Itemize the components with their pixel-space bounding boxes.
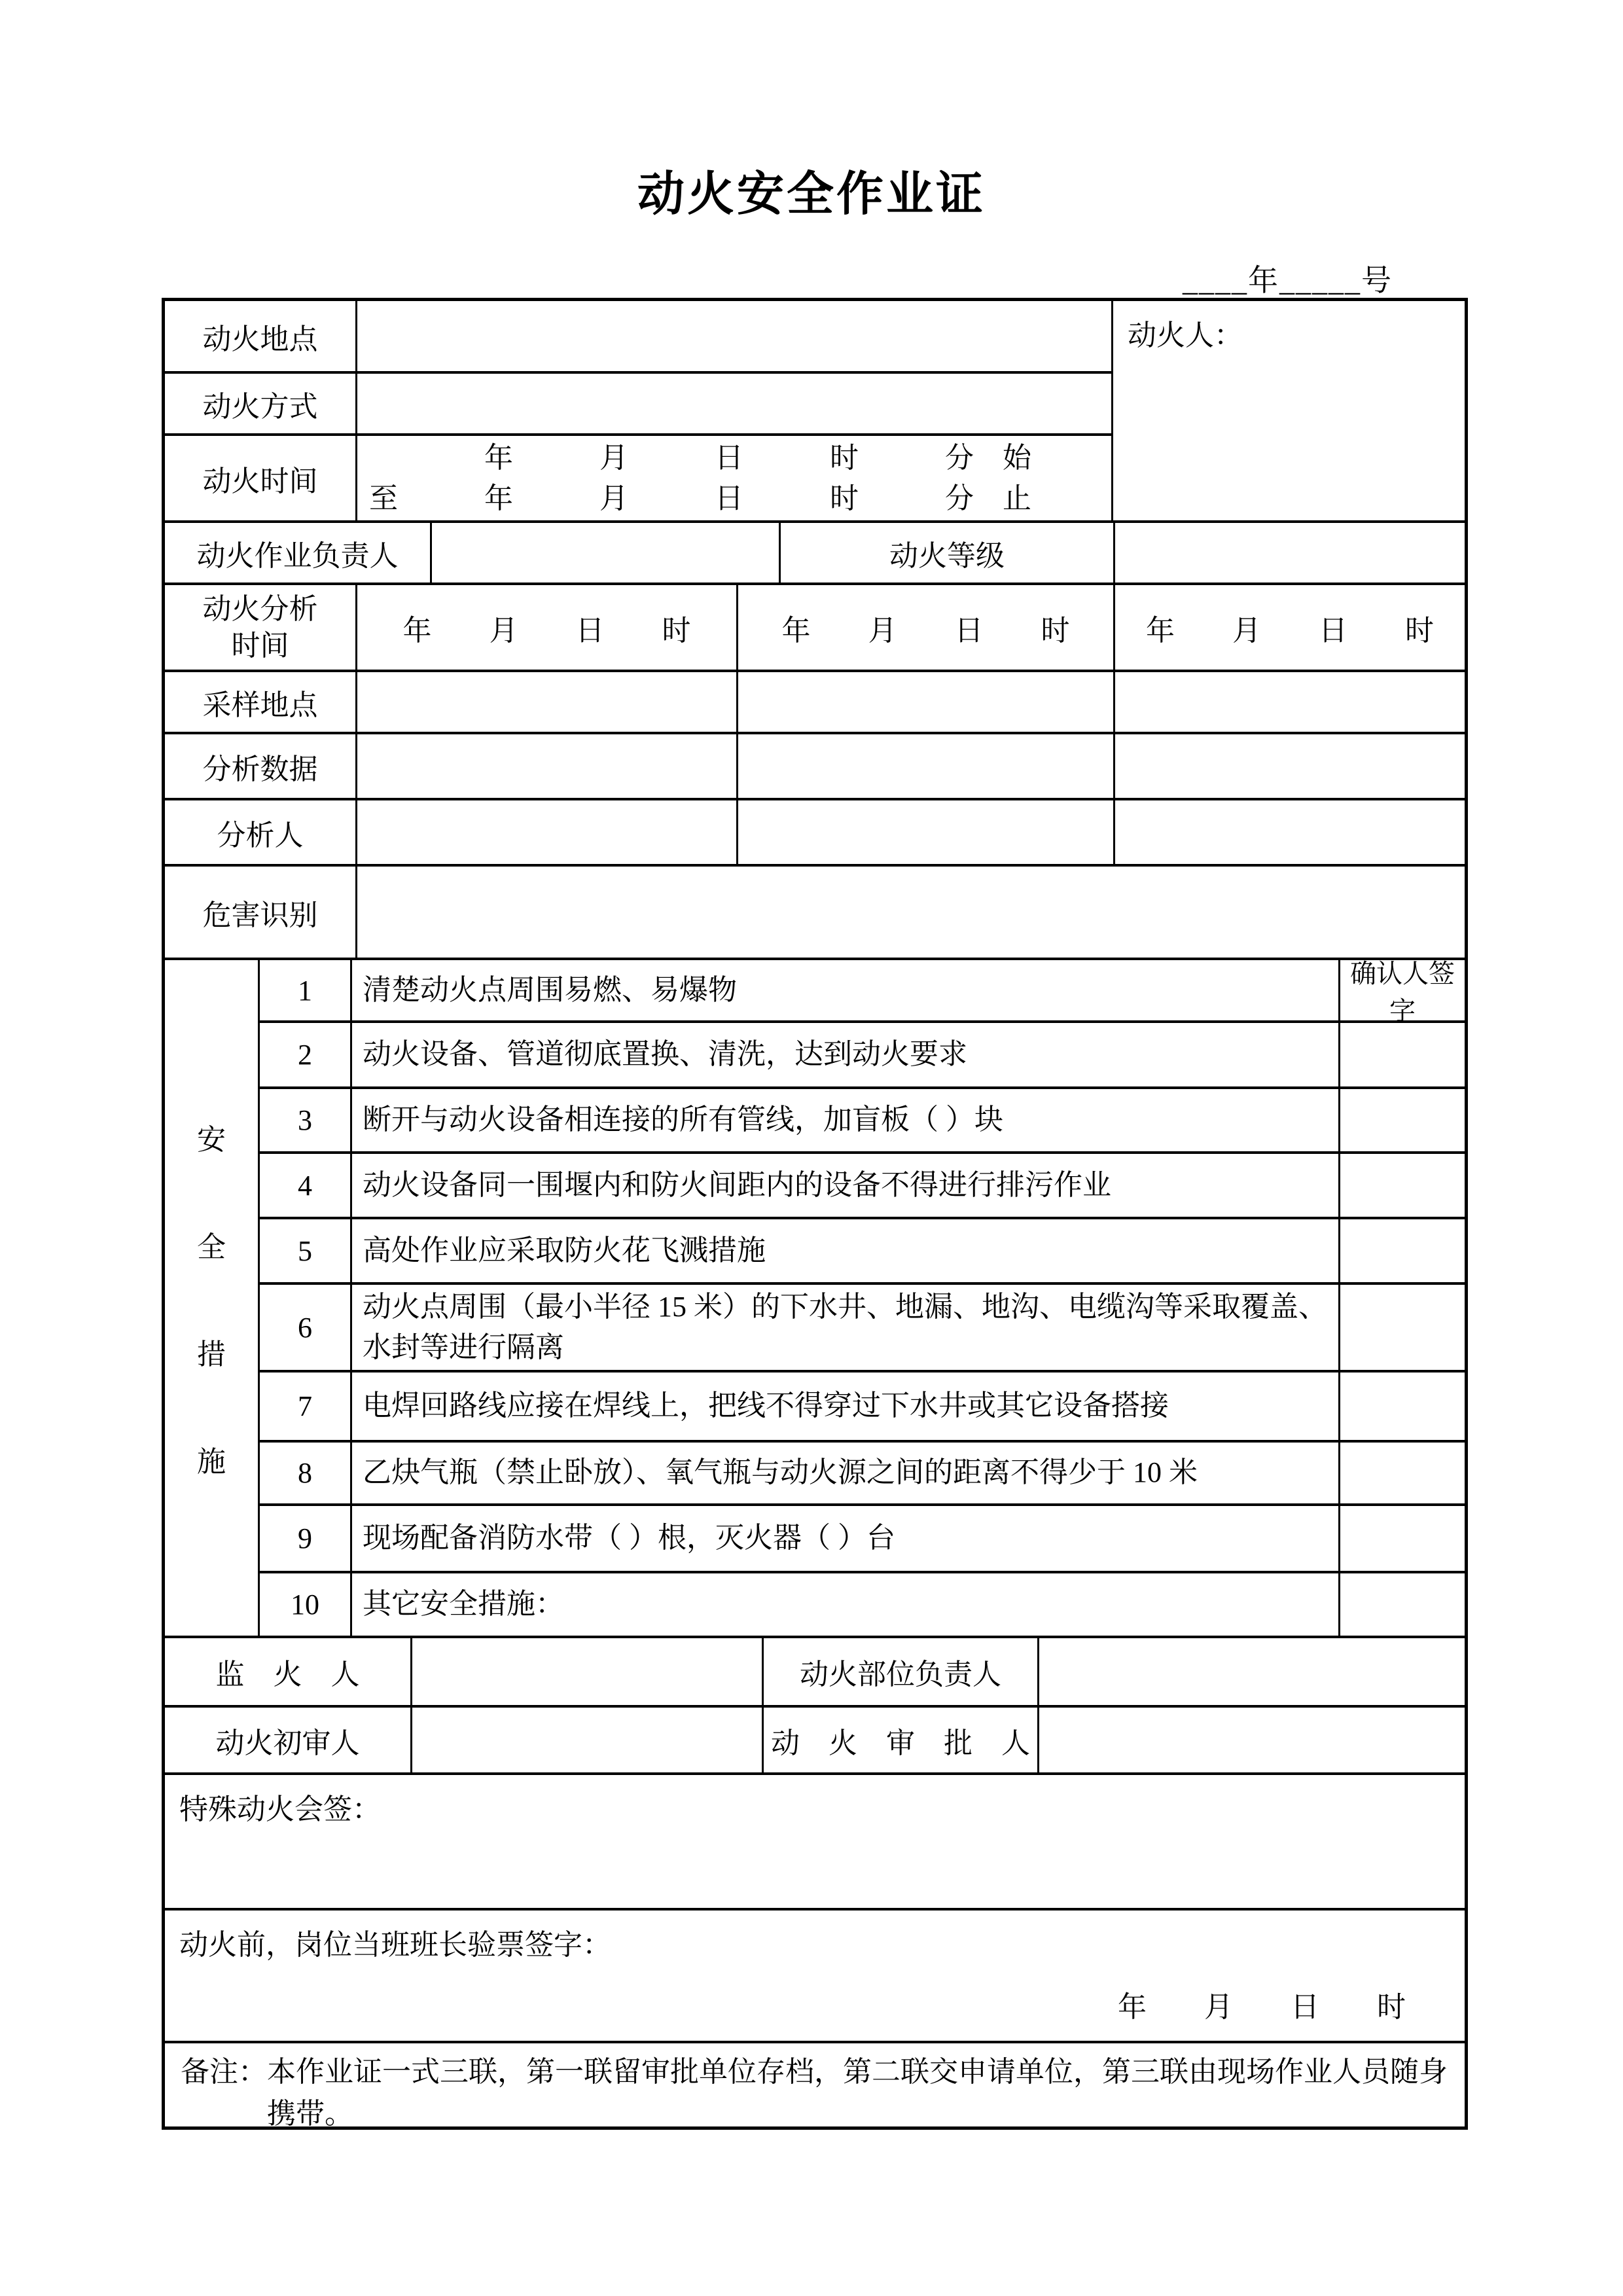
safety-row-6-sign-cell xyxy=(1338,1285,1465,1370)
confirm-sign-header-cell: 确认人签字 xyxy=(1338,960,1465,1020)
header-group-left xyxy=(165,301,1111,520)
safety-row-9-number: 9 xyxy=(298,1522,312,1554)
sample-location-cell-3 xyxy=(1113,672,1465,732)
safety-row-1-number: 1 xyxy=(298,974,312,1007)
analyst-cell-2 xyxy=(736,800,1113,864)
safety-row-2-sign-cell xyxy=(1338,1023,1465,1086)
hazard-id-row xyxy=(165,864,1465,958)
safety-row-3 xyxy=(260,1086,1465,1151)
safety-row-8-sign-cell xyxy=(1338,1443,1465,1503)
hazard-id-label: 危害识别 xyxy=(202,899,318,931)
special-countersign-label: 特殊动火会签： xyxy=(179,1793,381,1825)
analysis-time-cell-1: 年 月 日 时 xyxy=(355,585,736,670)
fire-watcher-value-cell xyxy=(410,1638,762,1705)
fire-time-value-cell xyxy=(355,436,1111,520)
analysis-data-row xyxy=(165,732,1465,798)
safety-row-3-sign-cell xyxy=(1338,1089,1465,1151)
fire-operator-label: 动火人： xyxy=(1128,319,1243,351)
approver-value-cell xyxy=(1037,1708,1465,1772)
fire-location-row xyxy=(165,301,1111,371)
safety-row-2-text: 动火设备、管道彻底置换、清洗，达到动火要求 xyxy=(350,1023,1338,1086)
fire-operator-cell xyxy=(1111,301,1465,520)
analysis-time-cell-2: 年 月 日 时 xyxy=(736,585,1113,670)
fire-watcher-label: 监 火 人 xyxy=(215,1659,360,1691)
special-countersign-cell xyxy=(165,1775,1465,1908)
area-leader-value-cell xyxy=(1037,1638,1465,1705)
analysis-data-label: 分析数据 xyxy=(202,753,318,785)
safety-row-9 xyxy=(260,1503,1465,1571)
safety-row-10-text: 其它安全措施： xyxy=(350,1573,1338,1636)
work-leader-row xyxy=(165,520,1465,583)
special-countersign-row xyxy=(165,1772,1465,1908)
sample-location-row xyxy=(165,670,1465,732)
safety-row-3-text: 断开与动火设备相连接的所有管线，加盲板（ ）块 xyxy=(350,1089,1338,1151)
analysis-data-cell-1 xyxy=(355,734,736,798)
remarks-cell: 备注：本作业证一式三联，第一联留审批单位存档，第二联交申请单位，第三联由现场作业人员随身携带。 xyxy=(181,2056,1448,2130)
fire-method-value-cell xyxy=(355,374,1111,433)
analysis-time-label: 动火分析 时间 xyxy=(202,592,318,662)
analyst-row xyxy=(165,798,1465,864)
area-leader-label: 动火部位负责人 xyxy=(762,1638,1037,1705)
page-title: 动火安全作业证 xyxy=(637,168,986,221)
header-group-row xyxy=(165,301,1465,520)
safety-measures-rows xyxy=(258,960,1465,1636)
sample-location-label: 采样地点 xyxy=(202,689,318,721)
pre-fire-check-label: 动火前，岗位当班班长验票签字： xyxy=(179,1929,611,1961)
safety-row-10-sign-cell xyxy=(1338,1573,1465,1636)
safety-row-6-text: 动火点周围（最小半径 15 米）的下水井、地漏、地沟、电缆沟等采取覆盖、水封等进行隔离 xyxy=(350,1285,1338,1370)
safety-row-7-number: 7 xyxy=(298,1390,312,1422)
sample-location-cell-2 xyxy=(736,672,1113,732)
analysis-time-cell-3: 年 月 日 时 xyxy=(1113,585,1465,670)
safety-row-4 xyxy=(260,1151,1465,1217)
fire-time-row xyxy=(165,433,1111,520)
safety-row-8 xyxy=(260,1440,1465,1503)
safety-row-5-number: 5 xyxy=(298,1234,312,1267)
doc-number-line: ____年_____号 xyxy=(1183,264,1393,297)
safety-measures-block xyxy=(165,958,1465,1636)
safety-row-5-sign-cell xyxy=(1338,1219,1465,1282)
analyst-label: 分析人 xyxy=(217,819,304,852)
safety-row-3-number: 3 xyxy=(298,1104,312,1136)
safety-row-4-number: 4 xyxy=(298,1169,312,1202)
safety-row-4-text: 动火设备同一围堰内和防火间距内的设备不得进行排污作业 xyxy=(350,1154,1338,1217)
safety-row-1-text: 清楚动火点周围易燃、易爆物 xyxy=(350,960,1338,1020)
fire-watcher-row xyxy=(165,1636,1465,1705)
safety-row-7 xyxy=(260,1370,1465,1440)
safety-row-8-text: 乙炔气瓶（禁止卧放）、氧气瓶与动火源之间的距离不得少于 10 米 xyxy=(350,1443,1338,1503)
safety-row-10-number: 10 xyxy=(291,1588,319,1621)
fire-method-label: 动火方式 xyxy=(202,390,318,423)
safety-row-2-number: 2 xyxy=(298,1039,312,1071)
safety-row-5-text: 高处作业应采取防火花飞溅措施 xyxy=(350,1219,1338,1282)
pre-fire-check-cell xyxy=(165,1910,1465,2041)
safety-measures-vertical-label: 安 全 措 施 xyxy=(197,1124,226,1478)
pre-fire-check-row xyxy=(165,1908,1465,2041)
safety-row-7-text: 电焊回路线应接在焊线上，把线不得穿过下水井或其它设备搭接 xyxy=(350,1372,1338,1440)
analysis-time-row xyxy=(165,583,1465,670)
first-reviewer-value-cell xyxy=(410,1708,762,1772)
work-leader-value-cell xyxy=(430,523,779,583)
safety-row-1 xyxy=(260,959,1465,1026)
safety-row-5 xyxy=(260,1217,1465,1282)
first-reviewer-label: 动火初审人 xyxy=(215,1727,360,1759)
hazard-id-value-cell xyxy=(355,867,1465,958)
work-leader-label: 动火作业负责人 xyxy=(196,539,399,572)
fire-time-end-line: 至 年 月 日 时 分 止 xyxy=(369,482,1031,514)
fire-grade-value-cell xyxy=(1113,523,1465,583)
safety-row-7-sign-cell xyxy=(1338,1372,1465,1440)
safety-row-9-sign-cell xyxy=(1338,1506,1465,1571)
permit-table xyxy=(162,298,1468,2130)
remarks-row xyxy=(165,2041,1465,2140)
fire-time-start-line: 年 月 日 时 分 始 xyxy=(369,441,1031,474)
analysis-data-cell-2 xyxy=(736,734,1113,798)
fire-location-value-cell xyxy=(355,301,1111,371)
fire-method-row xyxy=(165,371,1111,433)
fire-location-label: 动火地点 xyxy=(202,323,318,355)
analyst-cell-3 xyxy=(1113,800,1465,864)
safety-row-4-sign-cell xyxy=(1338,1154,1465,1217)
sample-location-cell-1 xyxy=(355,672,736,732)
safety-row-6-number: 6 xyxy=(298,1311,312,1344)
safety-row-9-text: 现场配备消防水带（ ）根，灭火器（ ）台 xyxy=(350,1506,1338,1571)
safety-row-8-number: 8 xyxy=(298,1457,312,1489)
safety-row-2 xyxy=(260,1020,1465,1086)
approver-label: 动 火 审 批 人 xyxy=(762,1708,1037,1772)
safety-row-10 xyxy=(260,1571,1465,1636)
pre-fire-check-date: 年 月 日 时 xyxy=(1118,1991,1406,2023)
first-reviewer-row xyxy=(165,1705,1465,1772)
analysis-data-cell-3 xyxy=(1113,734,1465,798)
fire-grade-label: 动火等级 xyxy=(779,523,1113,583)
safety-row-6 xyxy=(260,1282,1465,1370)
analyst-cell-1 xyxy=(355,800,736,864)
fire-time-label: 动火时间 xyxy=(202,465,318,497)
